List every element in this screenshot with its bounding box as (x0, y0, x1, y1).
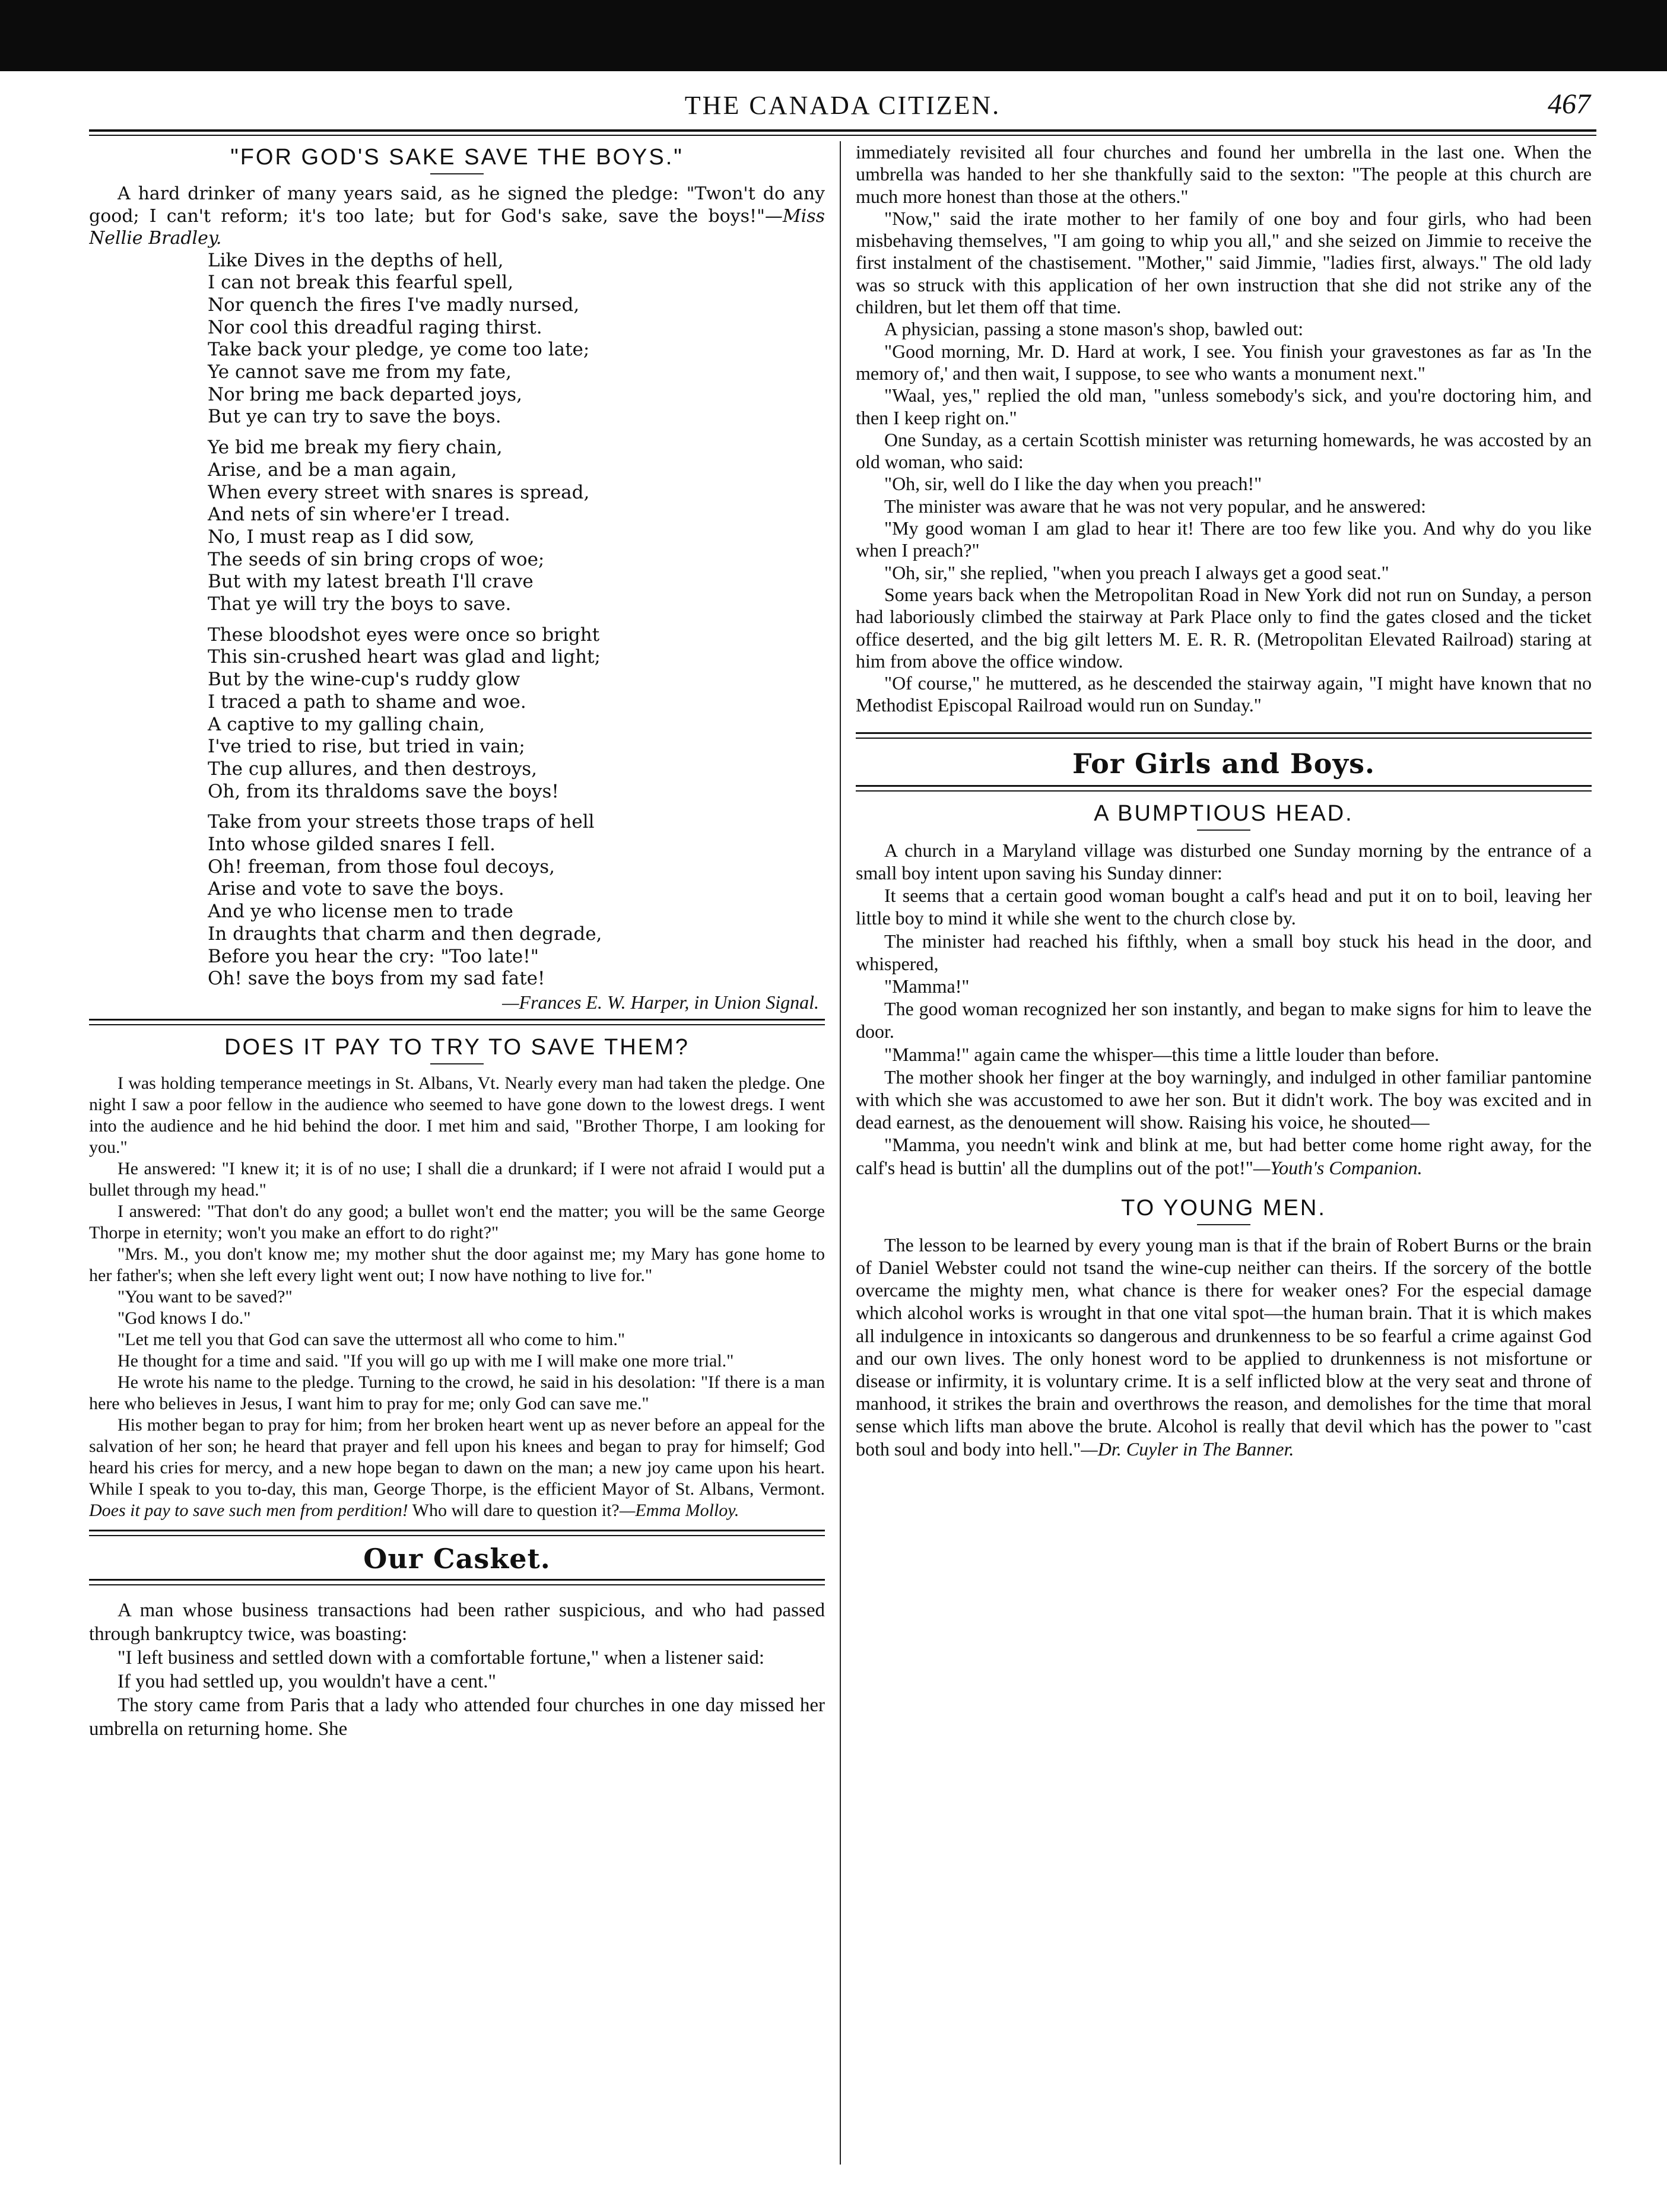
poem-line: Before you hear the cry: "Too late!" (208, 945, 539, 967)
poem-stanza (208, 811, 825, 990)
poem-intro: A hard drinker of many years said, as he signed the pledge: "Twon't do any good; I can't reform; it's too late; but for God's sake, save the boys!"—Miss Nellie Bradley. (89, 183, 825, 249)
paragraph: I was holding temperance meetings in St. Albans, Vt. Nearly every man had taken the pledge. One night I saw a poor fellow in the audience who seemed to have gone down to the lowest dregs. I went into the audience and he hid behind the door. I met him and said, "Brother Thorpe, I am looking for you." (89, 1073, 825, 1157)
newspaper-title: THE CANADA CITIZEN. (684, 91, 1001, 120)
poem-line: I traced a path to shame and woe. (208, 691, 526, 713)
poem-line: And ye who license men to trade (208, 901, 513, 923)
paragraph: "Mamma!" again came the whisper—this time a little louder than before. (884, 1043, 1440, 1065)
poem-line: Arise and vote to save the boys. (208, 878, 504, 900)
poem-line: I can not break this fearful spell, (208, 272, 514, 294)
paragraph: "My good woman I am glad to hear it! There are too few like you. And why do you like when I preach?" (856, 517, 1592, 561)
paragraph: A physician, passing a stone mason's shop, bawled out: (884, 318, 1304, 340)
poem-line: But with my latest breath I'll crave (208, 571, 534, 593)
article-body-does-it-pay (89, 1073, 825, 1521)
paragraph: A church in a Maryland village was disturbed one Sunday morning by the entrance of a small boy intent upon saving his Sunday dinner: (856, 839, 1592, 883)
poem-line: Into whose gilded snares I fell. (208, 834, 496, 856)
poem-line: This sin-crushed heart was glad and light; (208, 646, 601, 668)
poem-line: Ye bid me break my fiery chain, (208, 437, 503, 459)
casket-body-right (856, 141, 1592, 717)
title-rule (1197, 830, 1250, 831)
poem-line: Take from your streets those traps of hell (208, 811, 595, 833)
paragraph: I answered: "That don't do any good; a bullet won't end the matter; you will be the same George Thorpe in eternity; won't you make an effort to do right?" (89, 1202, 825, 1242)
poem (208, 250, 825, 991)
poem-line: Take back your pledge, ye come too late; (208, 339, 590, 361)
paragraph: He thought for a time and said. "If you will go up with me I will make one more trial." (118, 1351, 734, 1371)
poem-line: Oh! save the boys from my sad fate! (208, 968, 545, 990)
paragraph: "Good morning, Mr. D. Hard at work, I see. You finish your gravestones as far as 'In the memory of,' and then wait, I suppose, to see who wants a monument next." (856, 340, 1592, 384)
paragraph: "Now," said the irate mother to her family of one boy and four girls, who had been misbehaving themselves, "I am going to whip you all," and she seized on Jimmie to receive the first instalment of the chastisement. "Mother," said Jimmie, "ladies first, always." The old lady was so struck with this application of her own instruction that she did not strike any of the children, but let them off that time. (856, 207, 1592, 318)
paragraph: "Let me tell you that God can save the uttermost all who come to him." (118, 1330, 625, 1349)
title-rule (1197, 1224, 1250, 1225)
section-rule (89, 1530, 825, 1536)
paragraph: "Oh, sir," she replied, "when you preach I always get a good seat." (884, 561, 1389, 583)
section-rule (856, 785, 1592, 792)
article-title-save-the-boys: "FOR GOD'S SAKE SAVE THE BOYS." (230, 145, 684, 170)
poem-line: That ye will try the boys to save. (208, 593, 512, 615)
poem-stanza (208, 624, 825, 803)
article-body-bumptious-head (856, 839, 1592, 1179)
poem-line: When every street with snares is spread, (208, 481, 590, 503)
poem-stanza (208, 250, 825, 429)
paragraph: Some years back when the Metropolitan Road in New York did not run on Sunday, a person had laboriously climbed the stairway at Park Place only to find the gates closed and the ticket office deserted, and the big gilt letters M. E. R. R. (Metropolitan Elevated Railroad) staring at him from above the office window. (856, 583, 1592, 672)
paragraph: The lesson to be learned by every young man is that if the brain of Robert Burns or the brain of Daniel Webster could not tsand the wine-cup neither can theirs. If the sorcery of the bottle overcame the mighty men, what chance is there for weaker ones? For the especial damage which alcohol works is wrought in that one vital spot—the human brain. That it is which makes all indulgence in intoxicants so dangerous and drunkenness to be so fearful a crime against God and our own lives. The only honest word to be applied to drunkenness is not misfortune or disease or infirmity, it is voluntary crime. It is a self inflicted blow at the very seat and throne of manhood, it strikes the brain and overthrows the reason, and demolishes for the time that moral sense which lifts man above the brute. Alcohol is really that devil which has the power to "cast both soul and body into hell."—Dr. Cuyler in The Banner. (856, 1234, 1592, 1460)
poem-line: But by the wine-cup's ruddy glow (208, 669, 520, 691)
poem-line: Oh! freeman, from those foul decoys, (208, 856, 555, 878)
page-number: 467 (1548, 88, 1590, 120)
paragraph: The minister had reached his fifthly, when a small boy stuck his head in the door, and whispered, (856, 930, 1592, 974)
paragraph: "Mrs. M., you don't know me; my mother shut the door against me; my Mary has gone home to her father's; when she left every light went out; I now have nothing to live for." (89, 1244, 825, 1285)
section-rule (89, 1019, 825, 1025)
paragraph: A man whose business transactions had been rather suspicious, and who had passed through bankruptcy twice, was boasting: (89, 1600, 825, 1645)
article-title-does-it-pay: DOES IT PAY TO TRY TO SAVE THEM? (224, 1035, 690, 1060)
paragraph: "I left business and settled down with a comfortable fortune," when a listener said: (118, 1647, 764, 1668)
title-rule (430, 1063, 484, 1064)
section-rule (89, 1579, 825, 1585)
poem-line: A captive to my galling chain, (208, 713, 485, 735)
poem-line: Like Dives in the depths of hell, (208, 249, 504, 271)
poem-line: Oh, from its thraldoms save the boys! (208, 780, 559, 802)
scan-top-band (0, 0, 1667, 71)
section-title-girls-and-boys: For Girls and Boys. (1072, 747, 1376, 780)
poem-stanza (208, 437, 825, 616)
title-rule (430, 173, 484, 174)
poem-line: Nor cool this dreadful raging thirst. (208, 316, 542, 338)
paragraph: It seems that a certain good woman bought a calf's head and put it on to boil, leaving her little boy to mind it while she went to the church close by. (856, 885, 1592, 929)
paragraph: He wrote his name to the pledge. Turning to the crowd, he said in his desolation: "If there is a man here who believes in Jesus, I want him to pray for me; only God can save me." (89, 1372, 825, 1413)
paragraph: The good woman recognized her son instantly, and began to make signs for him to leave the door. (856, 998, 1592, 1043)
poem-line: These bloodshot eyes were once so bright (208, 624, 600, 646)
poem-line: Ye cannot save me from my fate, (208, 361, 512, 383)
poem-line: And nets of sin where'er I tread. (208, 504, 510, 526)
paragraph: "Waal, yes," replied the old man, "unless somebody's sick, and you're doctoring him, and then I keep right on." (856, 384, 1592, 428)
header-rule (89, 129, 1596, 136)
running-header (89, 90, 1596, 126)
poem-line: The seeds of sin bring crops of woe; (208, 548, 545, 570)
paragraph: immediately revisited all four churches and found her umbrella in the last one. When the umbrella was handed to her she thankfully said to the sexton: "The people at this church are much more honest than those at the others." (856, 141, 1592, 207)
paragraph: If you had settled up, you wouldn't have a cent." (118, 1671, 497, 1692)
left-column (89, 141, 825, 2165)
paragraph: The mother shook her finger at the boy warningly, and indulged in other familiar pantomine with which she was accustomed to awe her son. But it didn't work. The boy was excited and in dead earnest, as the denouement will show. Raising his voice, he shouted— (856, 1066, 1592, 1133)
poem-line: Arise, and be a man again, (208, 459, 457, 481)
section-title-our-casket: Our Casket. (363, 1543, 551, 1575)
poem-credit: —Frances E. W. Harper, in Union Signal. (502, 991, 819, 1013)
paragraph: "You want to be saved?" (118, 1287, 293, 1307)
paragraph: The story came from Paris that a lady who attended four churches in one day missed her umbrella on returning home. She (89, 1695, 825, 1740)
paragraph: One Sunday, as a certain Scottish minister was returning homewards, he was accosted by an old woman, who said: (856, 428, 1592, 473)
poem-line: The cup allures, and then destroys, (208, 758, 537, 780)
article-title-bumptious-head: A BUMPTIOUS HEAD. (1094, 800, 1354, 826)
paragraph: "Oh, sir, well do I like the day when you preach!" (884, 473, 1262, 495)
poem-line: But ye can try to save the boys. (208, 406, 501, 428)
paragraph: "Mamma, you needn't wink and blink at me, but had better come home right away, for the calf's head is buttin' all the dumplins out of the pot!"—Youth's Companion. (856, 1134, 1592, 1178)
poem-line: Nor bring me back departed joys, (208, 383, 523, 405)
casket-body-left (89, 1598, 825, 1741)
paragraph: "God knows I do." (118, 1308, 251, 1328)
column-divider (840, 141, 841, 2165)
paragraph: "Mamma!" (884, 975, 970, 997)
poem-line: Nor quench the fires I've madly nursed, (208, 294, 580, 316)
right-column (856, 141, 1592, 2165)
poem-line: No, I must reap as I did sow, (208, 526, 475, 548)
poem-line: I've tried to rise, but tried in vain; (208, 736, 525, 758)
paragraph: "Of course," he muttered, as he descended the stairway again, "I might have known that no Methodist Episcopal Railroad would run on Sunday." (856, 672, 1592, 716)
poem-line: In draughts that charm and then degrade, (208, 923, 602, 945)
paragraph: The minister was aware that he was not very popular, and he answered: (884, 495, 1427, 517)
paragraph: He answered: "I knew it; it is of no use; I shall die a drunkard; if I were not afraid I would put a bullet through my head." (89, 1159, 825, 1200)
section-rule (856, 732, 1592, 739)
article-title-to-young-men: TO YOUNG MEN. (1121, 1195, 1326, 1221)
paragraph: His mother began to pray for him; from her broken heart went up as never before an appeal for the salvation of her son; he heard that prayer and fell upon his knees and began to pray for himself; God heard his cries for mercy, and a new hope began to dawn on the man; a new joy came upon his heart. While I speak to you to-day, this man, George Thorpe, is the efficient Mayor of St. Albans, Vermont. Does it pay to save such men from perdition! Who will dare to question it?—Emma Molloy. (89, 1415, 825, 1520)
